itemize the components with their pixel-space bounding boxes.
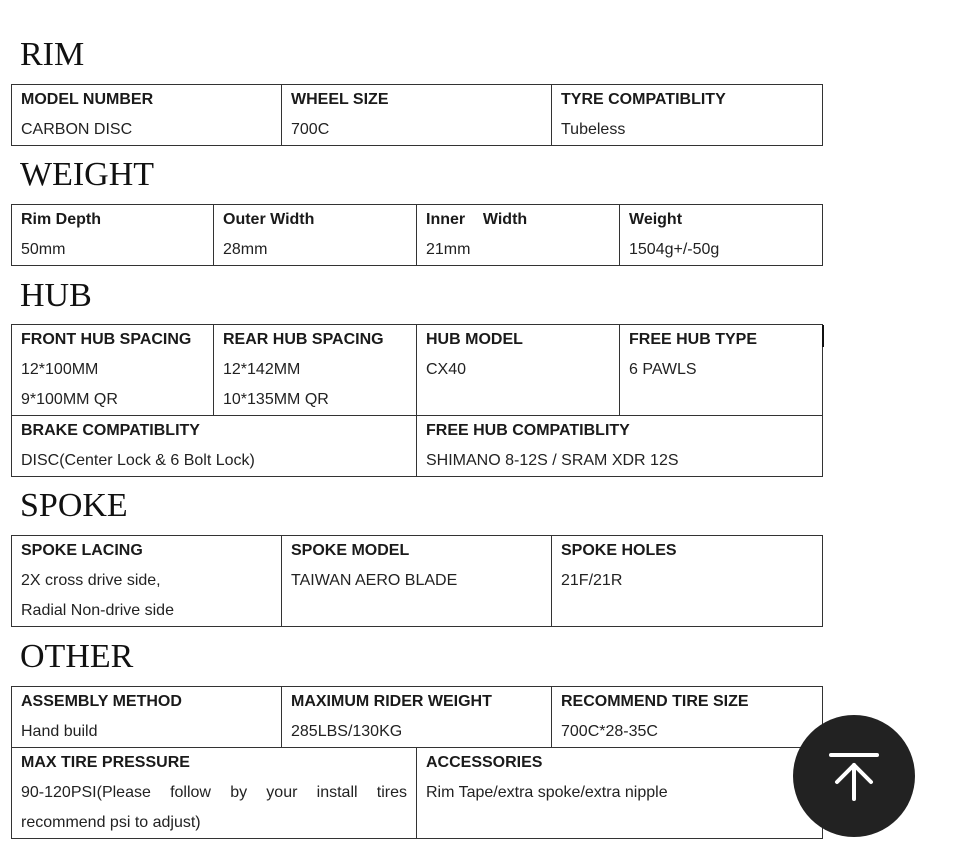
spec-value: 2X cross drive side, [21, 572, 161, 589]
section-title-hub: HUB [20, 277, 92, 314]
spec-header: MODEL NUMBER [21, 91, 154, 108]
recommend-tire-size-cell [552, 687, 823, 748]
back-to-top-button[interactable] [793, 715, 915, 837]
spec-header: SPOKE LACING [21, 542, 143, 559]
spec-header: SPOKE MODEL [291, 542, 410, 559]
spec-header: ASSEMBLY METHOD [21, 693, 182, 710]
rim-model-cell [12, 85, 282, 146]
spec-value: 12*100MM [21, 361, 99, 378]
rim-wheel-size-cell [282, 85, 552, 146]
spec-header: FRONT HUB SPACING [21, 331, 192, 348]
weight-cell [620, 205, 823, 266]
spec-value: CX40 [426, 361, 467, 378]
rim-tyre-compat-cell [552, 85, 823, 146]
outer-width-cell [214, 205, 417, 266]
spec-value: 9*100MM QR [21, 391, 118, 408]
spec-header: Rim Depth [21, 211, 101, 228]
spec-header: MAXIMUM RIDER WEIGHT [291, 693, 492, 710]
hub-model-cell [417, 325, 620, 416]
arrow-up-icon [793, 715, 915, 837]
spec-header: REAR HUB SPACING [223, 331, 384, 348]
rim-table [11, 84, 823, 146]
spec-value: Radial Non-drive side [21, 602, 174, 619]
section-title-rim: RIM [20, 36, 85, 73]
spec-header: SPOKE HOLES [561, 542, 677, 559]
free-hub-compat-cell [417, 416, 823, 477]
spec-value: Hand build [21, 723, 98, 740]
spec-header: Inner Width [426, 211, 528, 228]
rim-depth-cell [12, 205, 214, 266]
spec-value: 12*142MM [223, 361, 301, 378]
spec-header: BRAKE COMPATIBLITY [21, 422, 200, 439]
free-hub-type-cell [620, 325, 823, 416]
spec-header: WHEEL SIZE [291, 91, 389, 108]
front-hub-spacing-cell [12, 325, 214, 416]
spoke-lacing-cell [12, 536, 282, 627]
hub-table [11, 324, 823, 477]
spoke-holes-cell [552, 536, 823, 627]
spec-header: FREE HUB TYPE [629, 331, 758, 348]
brake-compat-cell [12, 416, 417, 477]
spec-header: FREE HUB COMPATIBLITY [426, 422, 630, 439]
spoke-model-cell [282, 536, 552, 627]
spec-header: MAX TIRE PRESSURE [21, 754, 190, 771]
max-tire-pressure-cell [12, 748, 417, 839]
spec-header: ACCESSORIES [426, 754, 543, 771]
spec-value: 6 PAWLS [629, 361, 697, 378]
spec-header: TYRE COMPATIBLITY [561, 91, 726, 108]
spec-value: 700C*28-35C [561, 723, 658, 740]
section-title-other: OTHER [20, 638, 134, 675]
spec-value: 90-120PSI(Please follow by your install tires recommend psi to adjust) [21, 784, 407, 831]
rear-hub-spacing-cell [214, 325, 417, 416]
spec-value: Tubeless [561, 121, 626, 138]
spec-value: 10*135MM QR [223, 391, 329, 408]
spec-value: Rim Tape/extra spoke/extra nipple [426, 784, 668, 801]
spec-value: CARBON DISC [21, 121, 133, 138]
spec-value: 21F/21R [561, 572, 623, 589]
section-title-spoke: SPOKE [20, 487, 128, 524]
other-table [11, 686, 823, 839]
spec-value: TAIWAN AERO BLADE [291, 572, 458, 589]
accessories-cell [417, 748, 823, 839]
spoke-table [11, 535, 823, 627]
text-cursor [822, 325, 824, 347]
spec-value: 1504g+/-50g [629, 241, 720, 258]
max-rider-weight-cell [282, 687, 552, 748]
spec-value: DISC(Center Lock & 6 Bolt Lock) [21, 452, 255, 469]
spec-value: 21mm [426, 241, 471, 258]
inner-width-cell [417, 205, 620, 266]
spec-value: 28mm [223, 241, 268, 258]
spec-value: 50mm [21, 241, 66, 258]
spec-value: 285LBS/130KG [291, 723, 403, 740]
section-title-weight: WEIGHT [20, 156, 155, 193]
weight-table [11, 204, 823, 266]
spec-header: RECOMMEND TIRE SIZE [561, 693, 749, 710]
spec-value: 700C [291, 121, 330, 138]
spec-header: HUB MODEL [426, 331, 523, 348]
spec-value: SHIMANO 8-12S / SRAM XDR 12S [426, 452, 679, 469]
spec-header: Weight [629, 211, 683, 228]
assembly-method-cell [12, 687, 282, 748]
spec-header: Outer Width [223, 211, 315, 228]
